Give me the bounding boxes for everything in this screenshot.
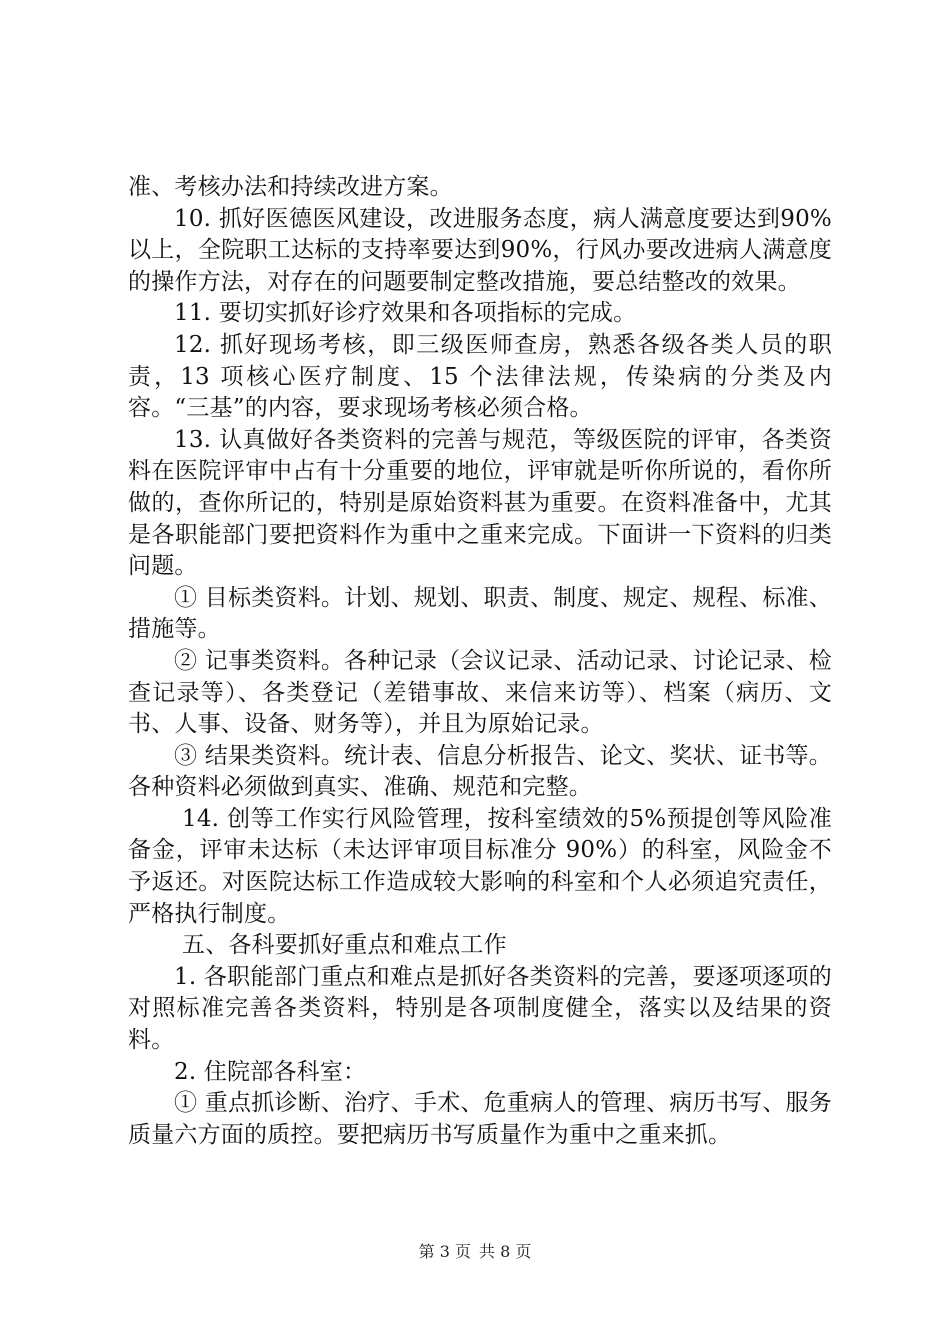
page-total: 共 8 页 — [479, 1242, 532, 1261]
paragraph-subitem-target-materials: ① 目标类资料。计划、规划、职责、制度、规定、规程、标准、措施等。 — [128, 584, 832, 643]
section-heading-five: 五、各科要抓好重点和难点工作 — [182, 932, 507, 959]
paragraph-item-10: 10. 抓好医德医风建设，改进服务态度，病人满意度要达到90%以上，全院职工达标的支持率要达到90%，行风办要改进病人满意度的操作方法，对存在的问题要制定整改措施，要总结整改的效果。 — [128, 205, 832, 295]
paragraph-item-11: 11. 要切实抓好诊疗效果和各项指标的完成。 — [174, 300, 637, 327]
paragraph-item-14: 14. 创等工作实行风险管理，按科室绩效的5%预提创等风险准备金，评审未达标（未达评审项目标准分 90%）的科室，风险金不予返还。对医院达标工作造成较大影响的科室和个人必须追究责任，严格执行制度。 — [128, 805, 832, 927]
page-number: 第 3 页 — [418, 1242, 471, 1261]
paragraph-item-12: 12. 抓好现场考核，即三级医师查房，熟悉各级各类人员的职责，13 项核心医疗制度、15 个法律法规，传染病的分类及内容。“三基”的内容，要求现场考核必须合格。 — [128, 331, 832, 422]
paragraph-subitem-result-materials: ③ 结果类资料。统计表、信息分析报告、论文、奖状、证书等。各种资料必须做到真实、准确、规范和完整。 — [128, 742, 832, 801]
paragraph-subitem-record-materials: ② 记事类资料。各种记录（会议记录、活动记录、讨论记录、检查记录等）、各类登记（差错事故、来信来访等）、档案（病历、文书、人事、设备、财务等），并且为原始记录。 — [128, 647, 832, 738]
paragraph-continuation: 准、考核办法和持续改进方案。 — [128, 174, 453, 200]
page-footer — [0, 1242, 950, 1262]
document-body — [128, 172, 832, 1151]
paragraph-item-13: 13. 认真做好各类资料的完善与规范，等级医院的评审，各类资料在医院评审中占有十分重要的地位，评审就是听你所说的，看你所做的，查你所记的，特别是原始资料甚为重要。在资料准备中，尤其是各职能部门要把资料作为重中之重来完成。下面讲一下资料的归类问题。 — [128, 426, 832, 580]
paragraph-section5-item-1: 1. 各职能部门重点和难点是抓好各类资料的完善，要逐项逐项的对照标准完善各类资料，特别是各项制度健全，落实以及结果的资料。 — [128, 963, 832, 1054]
paragraph-section5-subitem-1: ① 重点抓诊断、治疗、手术、危重病人的管理、病历书写、服务质量六方面的质控。要把病历书写质量作为重中之重来抓。 — [128, 1090, 832, 1148]
paragraph-section5-item-2: 2. 住院部各科室： — [174, 1058, 367, 1085]
